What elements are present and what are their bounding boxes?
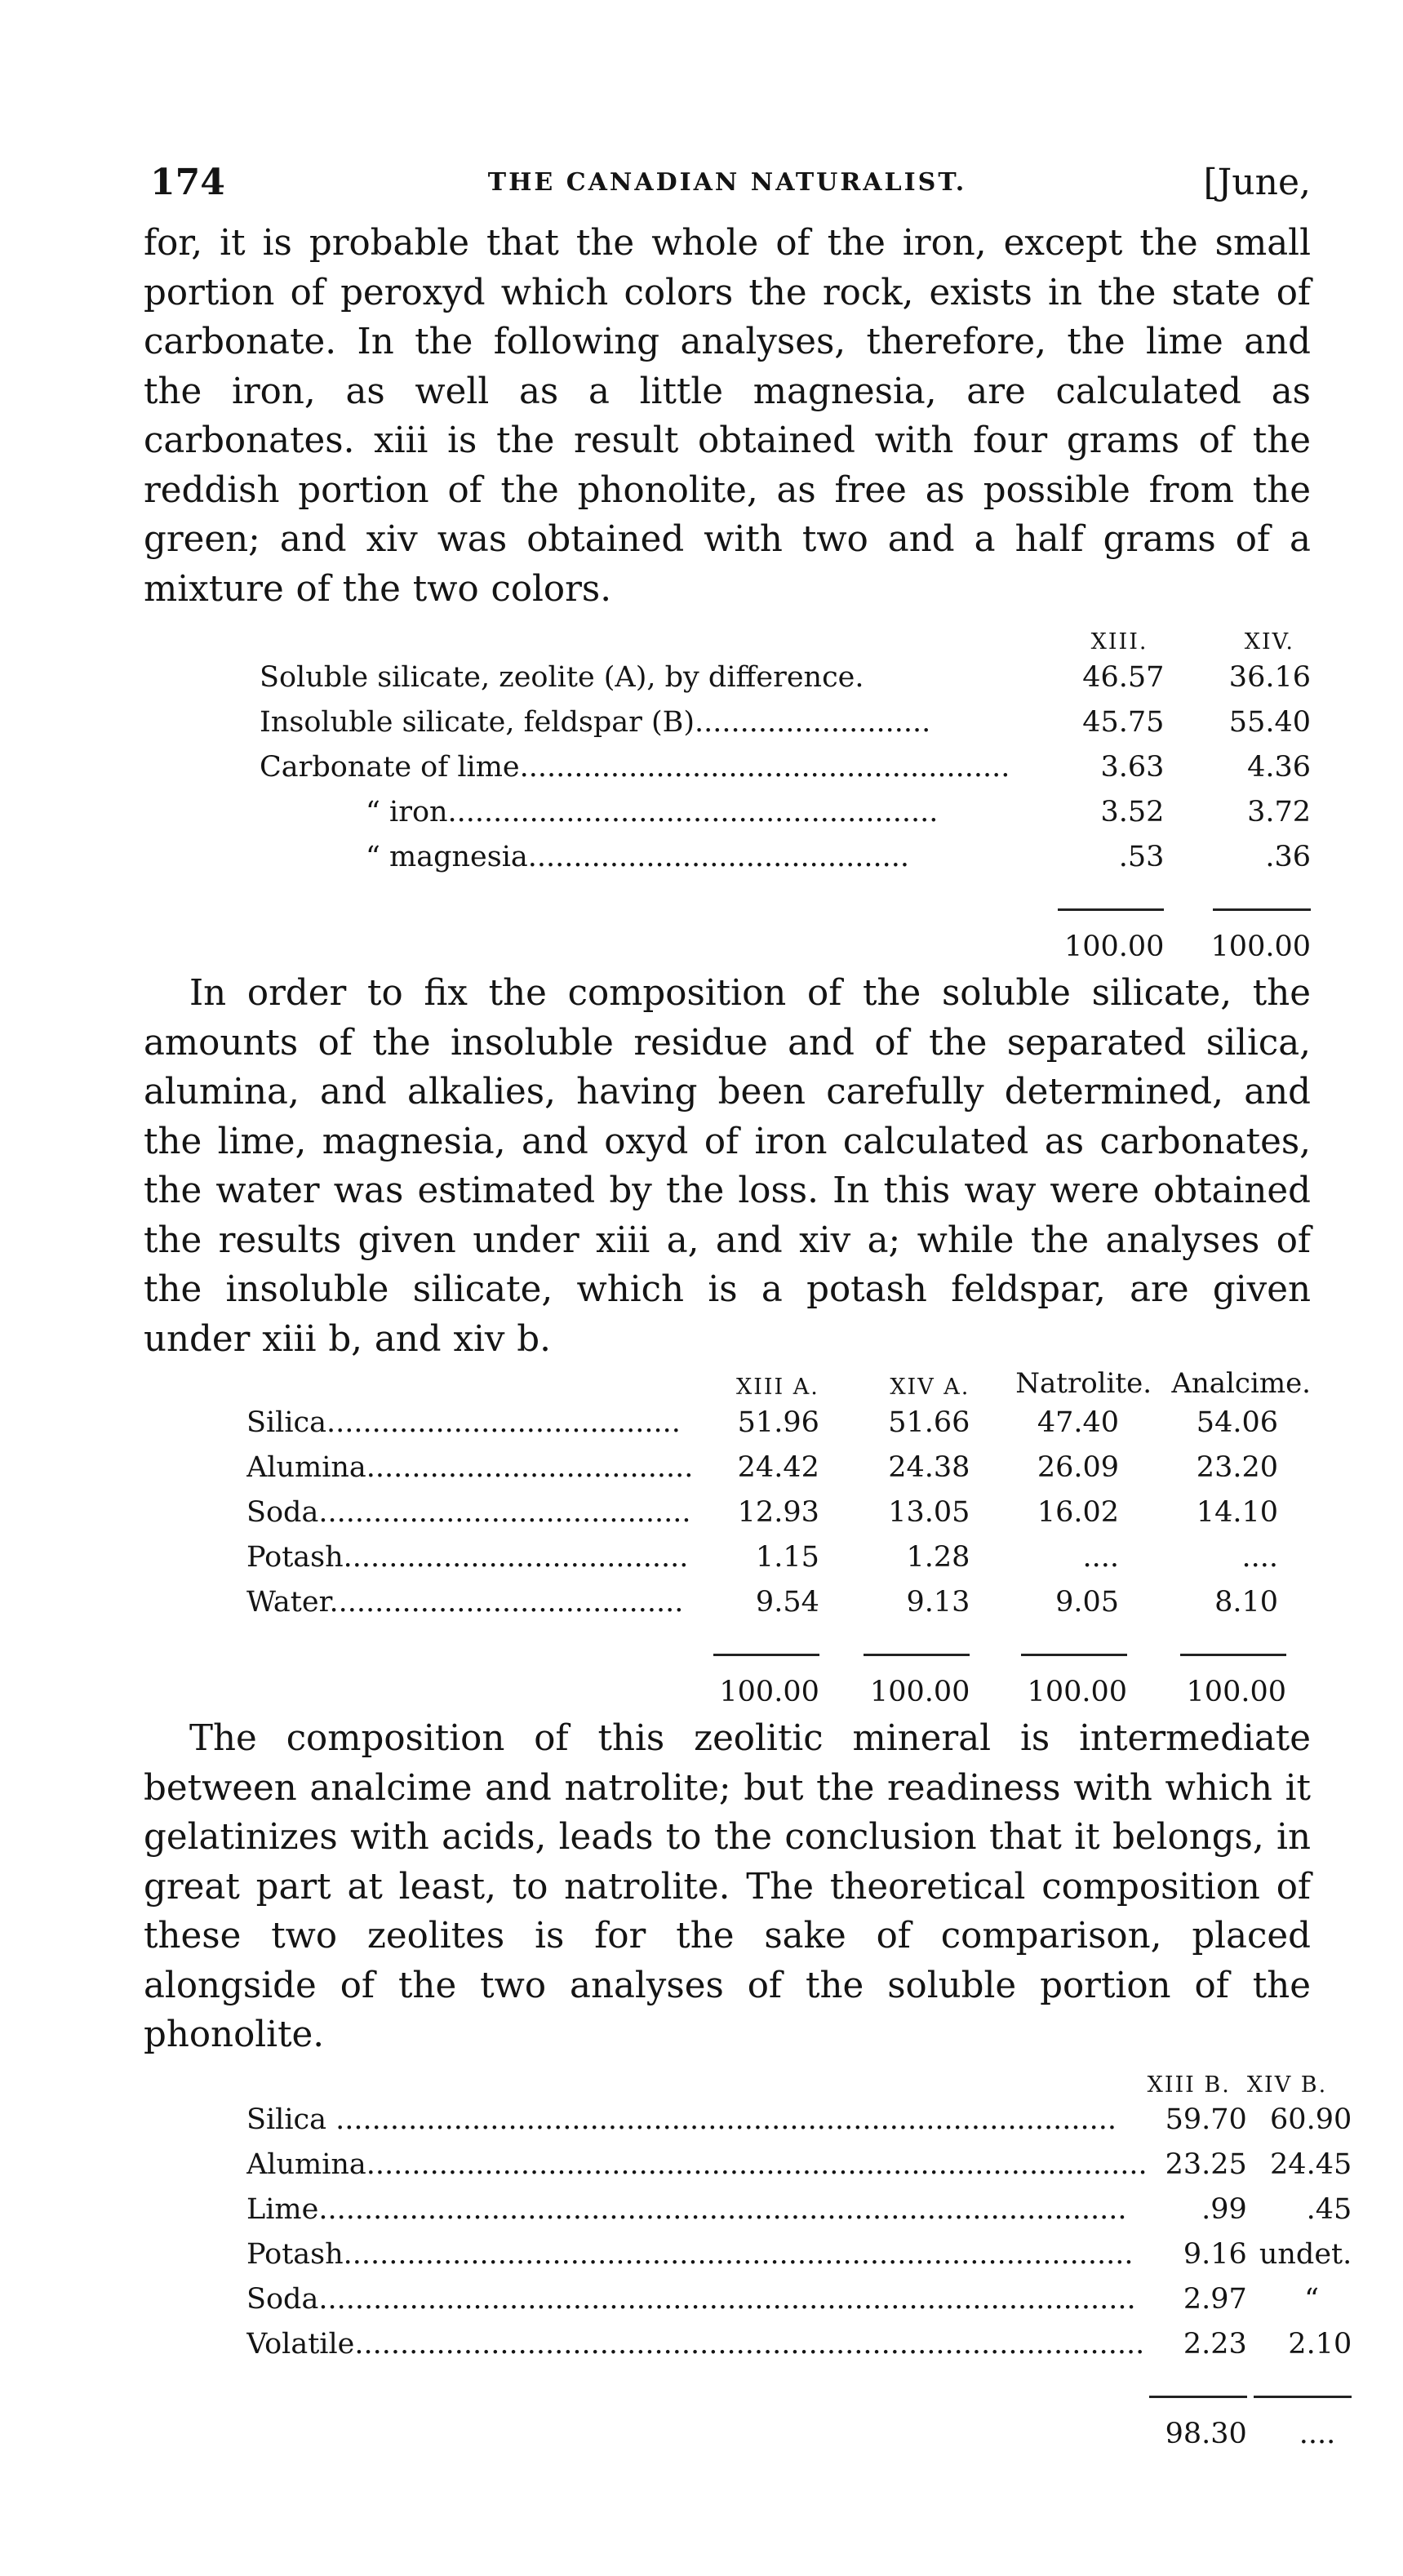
table-header-row (246, 2065, 1352, 2098)
row-label: Soda......................................... (246, 1495, 691, 1529)
cell-value: .36 (1265, 840, 1311, 873)
table-row (246, 2187, 1352, 2232)
total-value: 98.30 (1165, 2418, 1247, 2450)
cell-value: 24.42 (737, 1450, 819, 1484)
table-header-row (260, 622, 1311, 655)
table-row (246, 1490, 1311, 1534)
cell-value: 3.52 (1100, 795, 1165, 828)
cell-value: 59.70 (1165, 2103, 1247, 2136)
table-header-row (246, 1367, 1311, 1400)
total-value: 100.00 (1186, 1675, 1286, 1708)
total-row (260, 924, 1311, 969)
sum-rule (1213, 908, 1311, 911)
cell-value: 9.13 (906, 1585, 970, 1619)
cell-value: .... (1241, 1540, 1278, 1574)
row-label: Alumina.................................... (246, 1450, 694, 1484)
cell-value: 60.90 (1270, 2103, 1352, 2136)
table-row (246, 2277, 1352, 2322)
rule-row (246, 1624, 1311, 1669)
cell-value: .... (1082, 1540, 1120, 1574)
row-label: Lime......................................................................................... (246, 2193, 1127, 2226)
column-header: XIII. (1090, 629, 1148, 655)
cell-value: 4.36 (1247, 750, 1311, 784)
sum-rule (1254, 2396, 1352, 2398)
table-row (246, 1400, 1311, 1445)
running-header (144, 162, 1311, 219)
cell-value: 24.38 (888, 1450, 970, 1484)
cell-value: 24.45 (1270, 2148, 1352, 2181)
table-row (246, 2232, 1352, 2277)
row-label: Volatile....................................................................................... (246, 2328, 1145, 2361)
paragraph-1: for, it is probable that the whole of the iron, except the small portion of peroxyd which colors the rock, exists in the state of carbonate. In the following analyses, therefore, the lime and the iron, as well as a little magnesia, are calculated as carbonates. xiii is the result obtained with four grams of the reddish portion of the phonolite, as free as possible from the green; and xiv was obtained with two and a half grams of a mixture of the two colors. (144, 223, 1311, 610)
row-label: Silica ...................................................................................... (246, 2103, 1117, 2136)
analysis-table-insoluble (246, 2065, 1352, 2457)
paragraph-3: The composition of this zeolitic mineral is intermediate between analcime and natrolite; but the readiness with which it gelatinizes with acids, leads to the conclusion that it belongs, in great part at least, to natrolite. The theoretical composition of these two zeolites is for the sake of comparison, placed alongside of the two analyses of the soluble portion of the phonolite. (144, 1718, 1311, 2055)
column-header: Analcime. (1171, 1367, 1311, 1400)
column-header: XIV B. (1246, 2072, 1328, 2098)
column-header: XIV A. (890, 1375, 970, 1400)
total-value: .... (1299, 2418, 1336, 2450)
cell-value: 55.40 (1228, 705, 1311, 739)
table-row (246, 1445, 1311, 1490)
cell-value: 2.10 (1288, 2328, 1352, 2361)
cell-value: 54.06 (1196, 1406, 1278, 1439)
cell-value: 51.66 (888, 1406, 970, 1439)
total-value: 100.00 (1210, 930, 1311, 963)
cell-value: 9.16 (1183, 2238, 1247, 2271)
row-label: “ magnesia.......................................... (366, 840, 910, 873)
column-header: XIV. (1244, 629, 1294, 655)
row-label: Carbonate of lime...................................................... (260, 750, 1010, 784)
sum-rule (1149, 2396, 1247, 2398)
total-row (246, 1669, 1311, 1714)
sum-rule (1180, 1654, 1286, 1656)
cell-value: “ (1304, 2283, 1319, 2316)
column-header: Natrolite. (1015, 1367, 1152, 1400)
row-label: Potash...................................... (246, 1540, 689, 1574)
cell-value: 26.09 (1037, 1450, 1120, 1484)
sum-rule (1058, 908, 1164, 911)
cell-value: .53 (1118, 840, 1165, 873)
table-row (246, 2098, 1352, 2143)
row-label: Silica....................................... (246, 1406, 681, 1439)
cell-value: 8.10 (1214, 1585, 1278, 1619)
table-row (246, 1579, 1311, 1624)
cell-value: 13.05 (888, 1495, 970, 1529)
cell-value: 12.93 (737, 1495, 819, 1529)
table-row (246, 2322, 1352, 2367)
cell-value: 2.97 (1183, 2283, 1247, 2316)
cell-value: 9.54 (755, 1585, 819, 1619)
cell-value: 47.40 (1037, 1406, 1120, 1439)
total-row (246, 2412, 1352, 2457)
column-header: XIII A. (735, 1375, 819, 1400)
total-value: 100.00 (1027, 1675, 1128, 1708)
journal-title: THE CANADIAN NATURALIST. (487, 168, 967, 197)
cell-value: 51.96 (737, 1406, 819, 1439)
cell-value: 23.25 (1165, 2148, 1247, 2181)
sum-rule (864, 1654, 970, 1656)
paragraph-2: In order to fix the composition of the soluble silicate, the amounts of the insoluble residue and of the separated silica, alumina, and alkalies, having been carefully determined, and the lime, magnesia, and oxyd of iron calculated as carbonates, the water was estimated by the loss. In this way were obtained the results given under xiii a, and xiv a; while the analyses of the insoluble silicate, which is a potash feldspar, are given under xiii b, and xiv b. (144, 973, 1311, 1360)
cell-value: .45 (1306, 2193, 1352, 2226)
table-row (246, 1534, 1311, 1579)
issue-month: [June, (1203, 162, 1311, 203)
cell-value: 23.20 (1196, 1450, 1278, 1484)
cell-value: 9.05 (1055, 1585, 1120, 1619)
cell-value: 3.72 (1247, 795, 1311, 828)
row-label: Insoluble silicate, feldspar (B).......................... (260, 705, 931, 739)
rule-row (260, 879, 1311, 924)
cell-value: 2.23 (1183, 2328, 1247, 2361)
column-header: XIII B. (1147, 2072, 1231, 2098)
cell-value: 46.57 (1082, 660, 1165, 694)
total-value: 100.00 (719, 1675, 819, 1708)
cell-value: undet. (1259, 2238, 1352, 2271)
cell-value: 36.16 (1228, 660, 1311, 694)
table-row (260, 655, 1311, 700)
row-label: Soluble silicate, zeolite (A), by difference. (260, 660, 864, 694)
row-label: Soda.......................................................................................... (246, 2283, 1136, 2316)
analysis-table-xiii-xiv (260, 622, 1311, 969)
cell-value: 1.15 (755, 1540, 819, 1574)
total-value: 100.00 (869, 1675, 970, 1708)
cell-value: 45.75 (1082, 705, 1165, 739)
cell-value: 1.28 (906, 1540, 970, 1574)
page (144, 162, 1352, 2457)
row-label: Potash....................................................................................... (246, 2238, 1134, 2271)
cell-value: 3.63 (1100, 750, 1165, 784)
total-value: 100.00 (1063, 930, 1165, 963)
row-label: Water....................................... (246, 1585, 684, 1619)
rule-row (246, 2367, 1352, 2412)
row-label: “ iron...................................................... (366, 795, 939, 828)
page-number: 174 (150, 162, 225, 203)
table-row (260, 834, 1311, 879)
sum-rule (1021, 1654, 1127, 1656)
analysis-table-soluble (246, 1367, 1311, 1714)
cell-value: 14.10 (1196, 1495, 1278, 1529)
table-row (260, 789, 1311, 834)
sum-rule (713, 1654, 819, 1656)
cell-value: 16.02 (1037, 1495, 1120, 1529)
table-row (260, 700, 1311, 744)
row-label: Alumina...................................................................................... (246, 2148, 1148, 2181)
table-row (260, 744, 1311, 789)
table-row (246, 2143, 1352, 2187)
cell-value: .99 (1201, 2193, 1247, 2226)
